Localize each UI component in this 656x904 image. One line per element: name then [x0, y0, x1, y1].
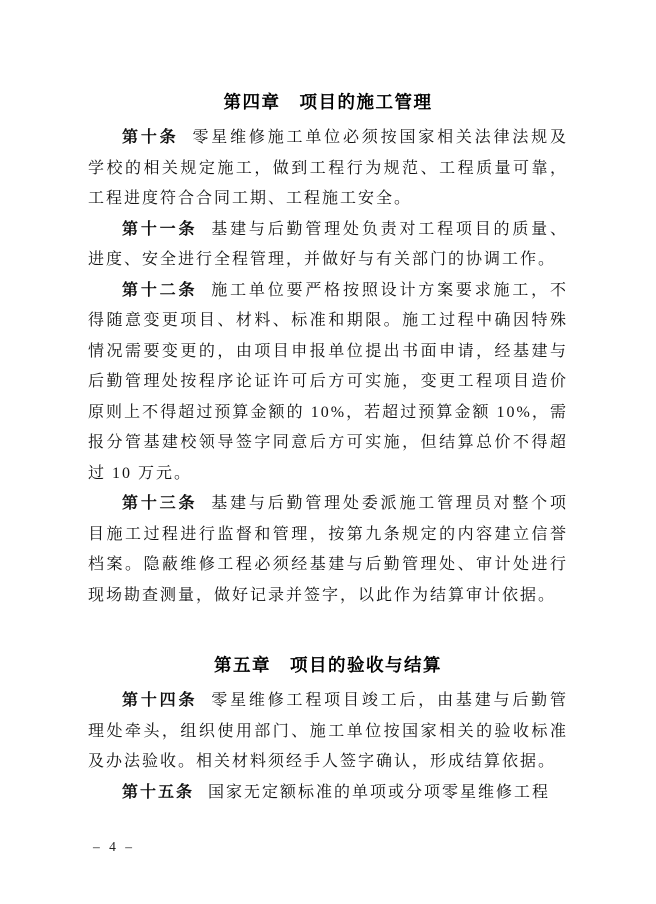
article-12-text: 施工单位要严格按照设计方案要求施工，不得随意变更项目、材料、标准和期限。施工过程中确因特殊情况需要变更的，由项目申报单位提出书面申请，经基建与后勤管理处按程序论证许可后方可实施，变更工程项目造价原则上不得超过预算金额的 10%，若超过预算金额 10%，需报分管基建校领导签字同意后方可实施，但结算总价不得超过 10 万元。 — [88, 281, 568, 482]
article-11-paragraph — [88, 215, 568, 276]
article-14-paragraph — [88, 686, 568, 778]
article-12-paragraph — [88, 276, 568, 490]
chapter-5-heading: 第五章 项目的验收与结算 — [214, 655, 442, 675]
article-14-text: 零星维修工程项目竣工后，由基建与后勤管理处牵头，组织使用部门、施工单位按国家相关的验收标准及办法验收。相关材料须经手人签字确认，形成结算依据。 — [88, 692, 568, 770]
article-15-paragraph — [88, 778, 568, 809]
article-13-paragraph — [88, 489, 568, 611]
article-11-label: 第十一条 — [122, 220, 198, 238]
article-13-text: 基建与后勤管理处委派施工管理员对整个项目施工过程进行监督和管理，按第九条规定的内容建立信誉档案。隐蔽维修工程必须经基建与后勤管理处、审计处进行现场勘查测量，做好记录并签字，以此作为结算审计依据。 — [88, 495, 568, 604]
article-10-paragraph — [88, 123, 568, 215]
article-15-label: 第十五条 — [122, 783, 195, 801]
page-number: – 4 – — [93, 839, 135, 854]
article-11-text: 基建与后勤管理处负责对工程项目的质量、进度、安全进行全程管理，并做好与有关部门的协调工作。 — [88, 220, 568, 268]
article-10-label: 第十条 — [122, 129, 179, 146]
article-12-label: 第十二条 — [122, 281, 198, 299]
article-15-text: 国家无定额标准的单项或分项零星维修工程 — [208, 783, 551, 801]
document-body — [88, 90, 568, 808]
article-14-label: 第十四条 — [122, 692, 198, 709]
article-10-text: 零星维修施工单位必须按国家相关法律法规及学校的相关规定施工，做到工程行为规范、工程质量可靠，工程进度符合合同工期、工程施工安全。 — [88, 129, 568, 207]
article-13-label: 第十三条 — [122, 495, 198, 512]
chapter-4-heading: 第四章 项目的施工管理 — [223, 92, 433, 112]
